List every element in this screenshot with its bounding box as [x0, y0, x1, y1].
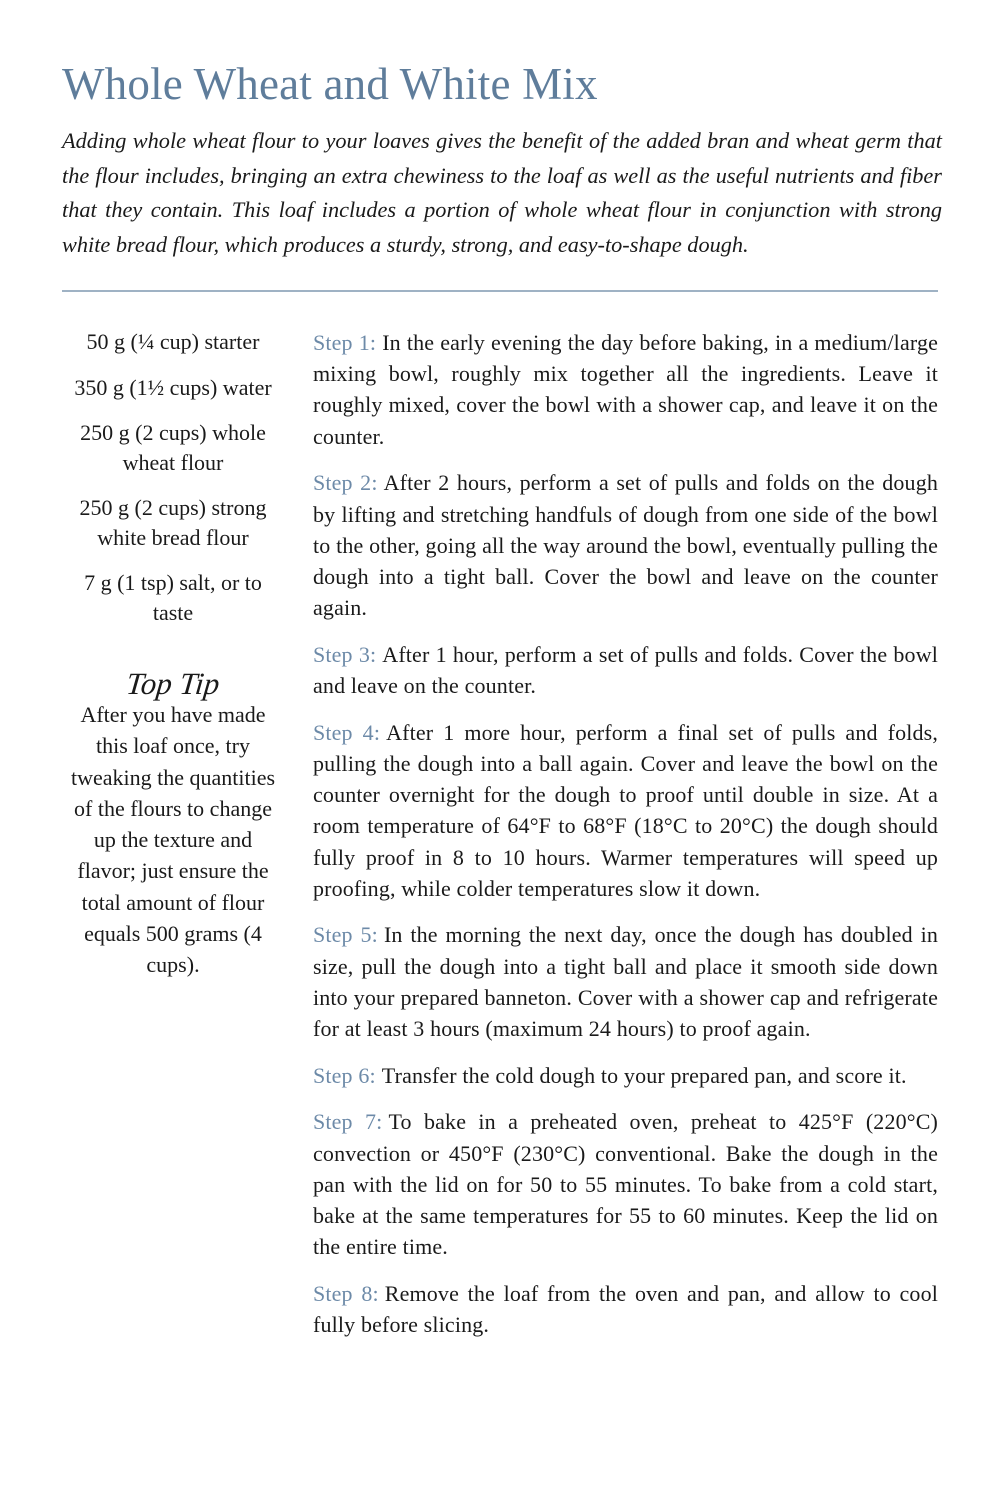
step-text: Remove the loaf from the oven and pan, and allow to cool fully before slicing. — [313, 1280, 938, 1338]
step-label: Step 3: — [313, 641, 377, 667]
step-item — [313, 639, 938, 701]
step-text: To bake in a preheated oven, preheat to 425°F (220°C) convection or 450°F (230°C) conventional. Bake the dough in the pan with the lid on for 50 to 55 minutes. To bake from a cold start, bake at the same temperatures for 55 to 60 minutes. Keep the lid on the entire time. — [313, 1109, 938, 1260]
step-text: In the morning the next day, once the dough has doubled in size, pull the dough into a tight ball and place it smooth side down into your prepared banneton. Cover with a shower cap and refrigerate for at least 3 hours (maximum 24 hours) to proof again. — [313, 922, 938, 1042]
step-item — [313, 467, 938, 623]
step-text: Transfer the cold dough to your prepared pan, and score it. — [381, 1062, 907, 1088]
top-tip-text: After you have made this loaf once, try tweaking the quantities of the flours to change up the texture and flavor; just ensure the total amount of flour equals 500 grams (4 cups). — [70, 702, 276, 978]
step-text: After 1 more hour, perform a final set of pulls and folds, pulling the dough into a ball again. Cover and leave the bowl on the counter overnight for the dough to proof until double in size. At a room temperature of 64°F to 68°F (18°C to 20°C) the dough should fully proof in 8 to 10 hours. Warmer temperatures will speed up proofing, while colder temperatures slow it down. — [313, 719, 938, 901]
step-label: Step 4: — [313, 719, 381, 745]
section-divider — [62, 290, 938, 292]
ingredient-item: 250 g (2 cups) whole wheat flour — [80, 420, 266, 475]
top-tip-title: Top Tip — [124, 666, 222, 701]
step-item — [313, 919, 938, 1044]
step-label: Step 7: — [313, 1109, 383, 1135]
step-text: After 1 hour, perform a set of pulls and folds. Cover the bowl and leave on the counter. — [313, 641, 938, 699]
ingredients-column — [62, 327, 284, 981]
step-item — [313, 1106, 938, 1262]
step-label: Step 5: — [313, 922, 378, 948]
ingredient-list — [62, 327, 284, 627]
ingredient-item: 7 g (1 tsp) salt, or to taste — [84, 570, 262, 625]
step-item — [313, 1278, 938, 1340]
recipe-title: Whole Wheat and White Mix — [62, 59, 598, 109]
step-label: Step 8: — [313, 1280, 379, 1306]
step-label: Step 6: — [313, 1062, 376, 1088]
ingredient-item: 50 g (¼ cup) starter — [86, 329, 260, 354]
top-tip-box — [62, 665, 284, 981]
step-item — [313, 1060, 938, 1091]
recipe-intro: Adding whole wheat flour to your loaves gives the benefit of the added bran and wheat germ that the flour includes, bringing an extra chewiness to the loaf as well as the useful nutrients and fiber that they contain. This loaf includes a portion of whole wheat flour in conjunction with strong white bread flour, which produces a sturdy, strong, and easy-to-shape dough. — [62, 128, 942, 257]
step-text: After 2 hours, perform a set of pulls and folds on the dough by lifting and stretching handfuls of dough from one side of the bowl to the other, going all the way around the bowl, eventually pulling the dough into a tight ball. Cover the bowl and leave on the counter again. — [313, 470, 938, 621]
step-label: Step 2: — [313, 470, 378, 496]
step-text: In the early evening the day before baking, in a medium/large mixing bowl, roughly mix together all the ingredients. Leave it roughly mixed, cover the bowl with a shower cap, and leave it on the counter. — [313, 330, 939, 449]
ingredient-item: 350 g (1½ cups) water — [74, 374, 272, 400]
steps-column — [313, 327, 938, 1356]
step-label: Step 1: — [313, 330, 377, 355]
step-item — [313, 327, 938, 452]
ingredient-item: 250 g (2 cups) strong white bread flour — [79, 495, 267, 550]
step-item — [313, 717, 938, 904]
